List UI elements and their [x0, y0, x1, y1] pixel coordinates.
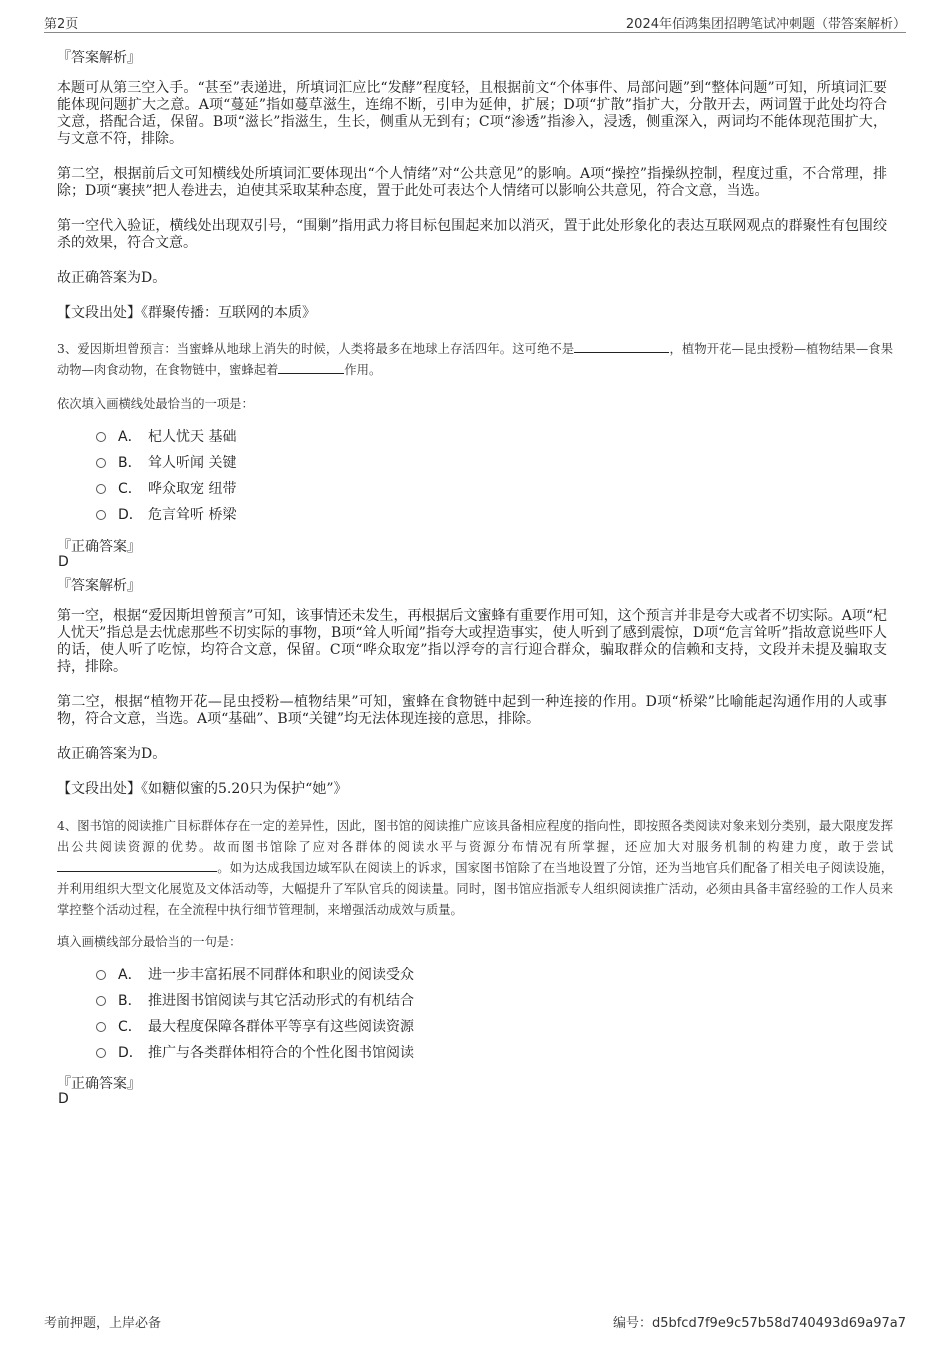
- option-text: 推广与各类群体相符合的个性化图书馆阅读: [148, 1045, 414, 1061]
- page-footer: [44, 1312, 906, 1334]
- radio-button[interactable]: [96, 996, 106, 1006]
- option-c[interactable]: [96, 479, 236, 499]
- stem-text: 。如为达成我国边域军队在阅读上的诉求，国家图书馆除了在当地设置了分馆，还为当地官兵们配备了相关电子阅读设施，并利用组织大型文化展览及文体活动等，大幅提升了军队官兵的阅读量。同时，图书馆应指派专人组织阅读推广活动，必须由具备丰富经验的工作人员来掌控整个活动过程，在全流程中执行细节管理制，来增强活动成效与质量。: [57, 861, 893, 917]
- correct-answer-label: 『正确答案』: [57, 539, 141, 555]
- option-text: 推进图书馆阅读与其它活动形式的有机结合: [148, 993, 414, 1009]
- document-title: 2024年佰鸿集团招聘笔试冲刺题（带答案解析）: [625, 17, 906, 32]
- option-text: 危言耸听 桥梁: [148, 507, 237, 523]
- option-key: B．: [118, 455, 142, 471]
- stem-text: ，植物开花—昆虫授粉—植物结果—食果动物—肉食动物，在食物链中，蜜蜂起着: [57, 342, 893, 377]
- option-a[interactable]: [96, 965, 414, 985]
- radio-button[interactable]: [96, 510, 106, 520]
- analysis-paragraph: 第一空，根据“爱因斯坦曾预言”可知，该事情还未发生，再根据后文蜜蜂有重要作用可知，这个预言并非是夸大或者不切实际。A项“杞人忧天”指总是去忧虑那些不切实际的事物，B项“耸人听闻”指夸大或捏造事实，使人听到了感到震惊，D项“危言耸听”指故意说些吓人的话，使人听了吃惊，均符合文意，保留。C项“哗众取宠”指以浮夸的言行迎合群众，骗取群众的信赖和支持，文段并未提及骗取支持，排除。: [57, 608, 887, 675]
- option-key: A．: [118, 429, 142, 445]
- option-text: 杞人忧天 基础: [148, 429, 237, 445]
- option-d[interactable]: [96, 1043, 414, 1063]
- option-text: 耸人听闻 关键: [148, 455, 237, 471]
- option-b[interactable]: [96, 453, 236, 473]
- option-key: A．: [118, 967, 142, 983]
- correct-answer-label: 『正确答案』: [57, 1076, 141, 1092]
- correct-answer: D: [58, 554, 69, 570]
- radio-button[interactable]: [96, 970, 106, 980]
- page-number: 第2页: [44, 17, 79, 32]
- stem-text: 3、爱因斯坦曾预言：当蜜蜂从地球上消失的时候，人类将最多在地球上存活四年。这可绝不是: [57, 342, 575, 356]
- q3-analysis: [57, 608, 887, 798]
- question-hint: 依次填入画横线处最恰当的一项是：: [57, 397, 254, 411]
- analysis-paragraph: 第二空，根据前后文可知横线处所填词汇要体现出“个人情绪”对“公共意见”的影响。A项“操控”指操纵控制，程度过重，不合常理，排除；D项“裹挟”把人卷进去，迫使其采取某种态度，置于此处可表达个人情绪可以影响公共意见，符合文意，当选。: [57, 166, 887, 199]
- page-header: [44, 10, 906, 33]
- option-key: C．: [118, 481, 142, 497]
- question-4-stem: [57, 816, 893, 921]
- fill-blank: [278, 360, 344, 374]
- analysis-conclusion: 故正确答案为D。: [57, 270, 167, 286]
- footer-slogan: 考前押题，上岸必备: [44, 1316, 162, 1331]
- option-key: C．: [118, 1019, 142, 1035]
- analysis-label: 『答案解析』: [57, 50, 141, 66]
- option-text: 最大程度保障各群体平等享有这些阅读资源: [148, 1019, 414, 1035]
- option-b[interactable]: [96, 991, 414, 1011]
- option-key: D．: [118, 1045, 143, 1061]
- radio-button[interactable]: [96, 484, 106, 494]
- fill-blank: [57, 858, 217, 872]
- analysis-conclusion: 故正确答案为D。: [57, 746, 167, 762]
- radio-button[interactable]: [96, 1048, 106, 1058]
- stem-text: 4、图书馆的阅读推广目标群体存在一定的差异性，因此，图书馆的阅读推广应该具备相应程度的指向性，即按照各类阅读对象来划分类别，最大限度发挥出公共阅读资源的优势。故而图书馆除了应对各群体的阅读水平与资源分布情况有所掌握，还应加大对服务机制的构建力度，敢于尝试: [57, 819, 893, 854]
- source-citation: 【文段出处】《如糖似蜜的5.20只为保护“她”》: [57, 781, 348, 797]
- option-d[interactable]: [96, 505, 236, 525]
- radio-button[interactable]: [96, 1022, 106, 1032]
- analysis-label: 『答案解析』: [57, 578, 141, 594]
- question-hint: 填入画横线部分最恰当的一句是：: [57, 935, 242, 949]
- analysis-paragraph: 第一空代入验证，横线处出现双引号，“围剿”指用武力将目标包围起来加以消灭，置于此处形象化的表达互联网观点的群聚性有包围绞杀的效果，符合文意。: [57, 218, 887, 251]
- analysis-paragraph: 本题可从第三空入手。“甚至”表递进，所填词汇应比“发酵”程度轻，且根据前文“个体事件、局部问题”到“整体问题”可知，所填词汇要能体现问题扩大之意。A项“蔓延”指如蔓草滋生，连绵不断，引申为延伸，扩展；D项“扩散”指扩大，分散开去，两词置于此处均符合文意，搭配合适，保留。B项“滋长”指滋生，生长，侧重从无到有；C项“渗透”指渗入，浸透，侧重深入，两词均不能体现范围扩大，与文意不符，排除。: [57, 80, 887, 147]
- option-text: 哗众取宠 纽带: [148, 481, 237, 497]
- option-text: 进一步丰富拓展不同群体和职业的阅读受众: [148, 967, 414, 983]
- question-3-stem: [57, 339, 893, 381]
- source-citation: 【文段出处】《群聚传播：互联网的本质》: [57, 305, 316, 321]
- option-a[interactable]: [96, 427, 236, 447]
- document-id: 编号：d5bfcd7f9e9c57b58d740493d69a97a7: [612, 1316, 906, 1331]
- radio-button[interactable]: [96, 458, 106, 468]
- option-key: B．: [118, 993, 142, 1009]
- option-key: D．: [118, 507, 143, 523]
- q2-analysis: [57, 80, 887, 322]
- fill-blank: [574, 339, 669, 353]
- option-c[interactable]: [96, 1017, 414, 1037]
- stem-text: 作用。: [344, 363, 382, 377]
- radio-button[interactable]: [96, 432, 106, 442]
- analysis-paragraph: 第二空，根据“植物开花—昆虫授粉—植物结果”可知，蜜蜂在食物链中起到一种连接的作用。D项“桥梁”比喻能起沟通作用的人或事物，符合文意，当选。A项“基础”、B项“关键”均无法体现连接的意思，排除。: [57, 694, 887, 727]
- correct-answer: D: [58, 1091, 69, 1107]
